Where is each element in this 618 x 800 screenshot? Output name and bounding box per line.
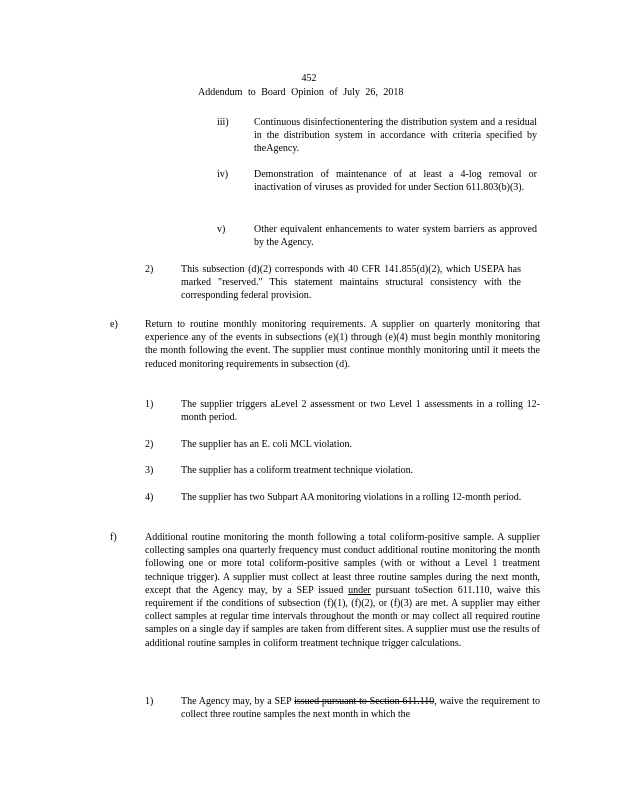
item-label: 3): [145, 465, 154, 476]
list-item-text: This subsection (d)(2) corresponds with 40 CFR 141.855(d)(2), which USEPA has marked "reserved." This statement maintains structural consistency with the corresponding federal provision.: [181, 264, 521, 302]
item-label: 4): [145, 492, 154, 503]
item-label: v): [217, 224, 226, 235]
text-run: The Agency may, by a SEP: [181, 696, 292, 707]
list-item-text: Return to routine monthly monitoring requirements. A supplier on quarterly monitoring that experience any of the events in subsections (e)(1) through (e)(4) must begin monthly monitoring the month following the event. The supplier must continue monthly monitoring until it meets the reduced monitoring requirements in subsection (d).: [145, 319, 540, 370]
list-item-text: [181, 695, 540, 721]
page-header: Addendum to Board Opinion of July 26, 2018: [198, 87, 404, 98]
deleted-text: issued pursuant to Section 611.110: [294, 696, 435, 707]
list-item-text: The supplier triggers aLevel 2 assessment or two Level 1 assessments in a rolling 12-month period.: [181, 399, 540, 424]
text-run: , waive the requirement to collect three routine samples the next month in which the: [181, 696, 540, 721]
list-item-text: Demonstration of maintenance of at least a 4-log removal or inactivation of viruses as provided for under Section 611.803(b)(3).: [254, 169, 537, 194]
text-run: pursuant toSection 611.110, waive this requirement if the conditions of subsection (f)(1), (f)(2), or (f)(3) are met. A supplier may either collect samples at regular time intervals throughout the month or may collect all required routine samples on a single day if samples are taken from different sites. A supplier must use the results of additional routine samples in coliform treatment technique trigger calculations.: [145, 584, 541, 649]
item-label: 2): [145, 264, 154, 275]
item-label: e): [110, 319, 118, 330]
page-number: 452: [301, 73, 317, 84]
item-label: 1): [145, 399, 154, 410]
item-label: 2): [145, 439, 154, 450]
list-item-text: Other equivalent enhancements to water system barriers as approved by the Agency.: [254, 224, 537, 249]
list-item-text: Continuous disinfectionentering the distribution system and a residual in the distribution system in accordance with criteria specified by theAgency.: [254, 117, 537, 155]
text-run: Additional routine monitoring the month following a total coliform-positive sample. A supplier collecting samples ona quarterly frequency must conduct additional routine monitoring the month following one or more total coliform-positive samples (with or without a Level 1 treatment technique trigger). A supplier must collect at least three routine samples during the next month, except that the Agency may, by a SEP issued: [145, 532, 540, 596]
list-item-text: [145, 531, 540, 650]
inserted-text: under: [348, 584, 371, 596]
list-item-text: The supplier has a coliform treatment technique violation.: [181, 465, 414, 476]
list-item-text: The supplier has two Subpart AA monitoring violations in a rolling 12-month period.: [181, 492, 522, 503]
item-label: f): [110, 532, 117, 543]
item-label: iii): [217, 117, 229, 128]
item-label: 1): [145, 696, 154, 707]
list-item-text: The supplier has an E. coli MCL violation.: [181, 439, 352, 450]
item-label: iv): [217, 169, 229, 180]
